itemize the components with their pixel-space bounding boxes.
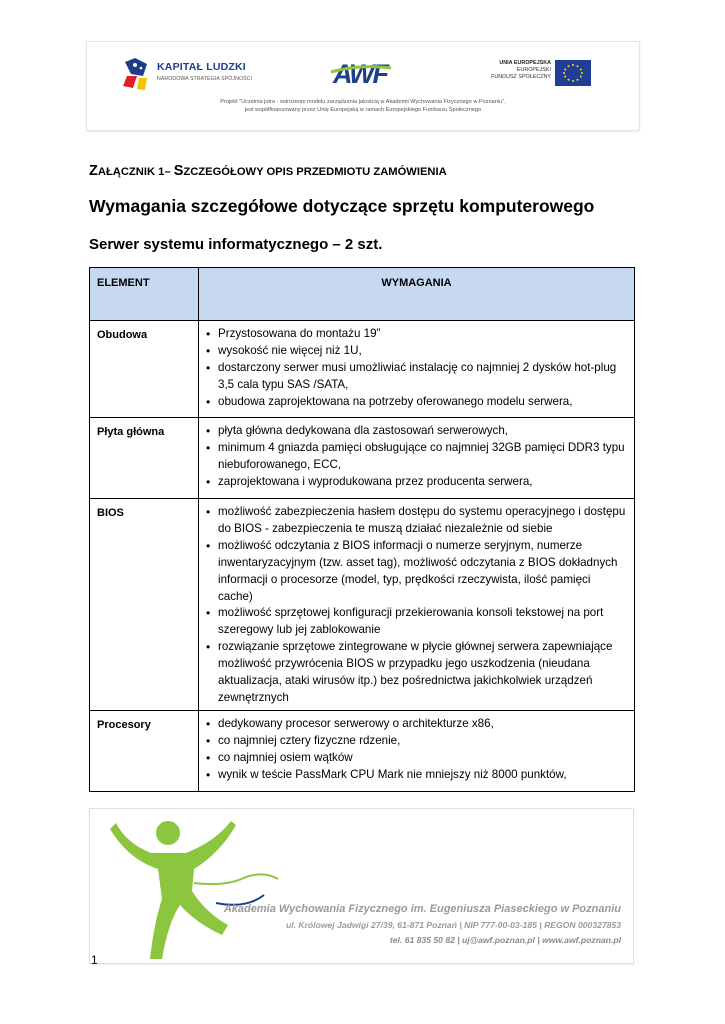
- requirement-item: • co najmniej cztery fizyczne rdzenie,: [205, 733, 626, 750]
- requirement-item: • płyta główna dedykowana dla zastosowań serwerowych,: [205, 423, 626, 440]
- kapital-ludzki-subtitle: NARODOWA STRATEGIA SPÓJNOŚCI: [157, 76, 253, 82]
- requirement-item: • dedykowany procesor serwerowy o architekturze x86,: [205, 716, 626, 733]
- annex-title-part1: AŁĄCZNIK 1–: [97, 166, 174, 178]
- eu-logo: [481, 56, 591, 92]
- kapital-ludzki-title: KAPITAŁ LUDZKI: [157, 61, 246, 73]
- project-note: [87, 98, 639, 114]
- awf-logo-icon: [329, 58, 393, 88]
- element-cell: Obudowa: [90, 321, 199, 418]
- footer-contact: [224, 901, 621, 948]
- requirement-item: • minimum 4 gniazda pamięci obsługujące co najmniej 32GB pamięci DDR3 typu niebuforowanego, ECC,: [205, 440, 626, 474]
- kapital-ludzki-logo: [121, 56, 261, 92]
- eu-label-fund: FUNDUSZ SPOŁECZNY: [491, 74, 551, 80]
- project-note-line1: Projekt "Uczelnia jutra - wdrożenie modelu zarządzania jakością w Akademii Wychowania Fizycznego w Poznaniu",: [220, 99, 506, 105]
- requirement-item: • rozwiązanie sprzętowe zintegrowane w płycie głównej serwera zapewniające możliwość przywrócenia BIOS w przypadku jego uszkodzenia (nieudana aktualizacja, ataki wirusów itp.) bez pośrednictwa jakichkolwiek urządzeń zewnętrznych: [205, 639, 626, 707]
- table-row-plyta-glowna: [90, 418, 635, 499]
- eu-flag-icon: [555, 60, 591, 86]
- requirements-cell: [199, 711, 635, 792]
- requirement-item: • obudowa zaprojektowana na potrzeby oferowanego modelu serwera,: [205, 394, 626, 411]
- element-cell: Procesory: [90, 711, 199, 792]
- annex-title: [89, 163, 447, 179]
- table-row-bios: [90, 499, 635, 711]
- section-title: Serwer systemu informatycznego – 2 szt.: [89, 236, 383, 253]
- requirement-item: • możliwość sprzętowej konfiguracji przekierowania konsoli tekstowej na port szeregowy lub jej zablokowanie: [205, 605, 626, 639]
- main-title: Wymagania szczegółowe dotyczące sprzętu komputerowego: [89, 196, 595, 216]
- requirement-item: • Przystosowana do montażu 19”: [205, 326, 626, 343]
- project-note-line2: jest współfinansowany przez Unię Europejską w ramach Europejskiego Funduszu Społecznego: [244, 107, 482, 113]
- table-row-obudowa: [90, 321, 635, 418]
- requirement-item: • wynik w teście PassMark CPU Mark nie mniejszy niż 8000 punktów,: [205, 767, 626, 784]
- column-header-requirements: WYMAGANIA: [199, 268, 635, 321]
- awf-logo-text: AWF: [333, 59, 387, 88]
- requirement-item: • co najmniej osiem wątków: [205, 750, 626, 767]
- annex-title-part2: ZCZEGÓŁOWY OPIS PRZEDMIOTU ZAMÓWIENIA: [183, 166, 447, 178]
- element-cell: BIOS: [90, 499, 199, 711]
- footer-banner: [89, 808, 634, 964]
- element-cell: Płyta główna: [90, 418, 199, 499]
- page-number: 1: [91, 953, 98, 967]
- kapital-ludzki-logo-icon: [121, 56, 151, 92]
- footer-address: ul. Królowej Jadwigi 27/39, 61-871 Poznań | NIP 777-00-03-185 | REGON 000327853: [285, 920, 621, 930]
- requirement-item: • wysokość nie więcej niż 1U,: [205, 343, 626, 360]
- requirements-cell: [199, 418, 635, 499]
- annex-title-z: Z: [89, 163, 98, 179]
- requirements-cell: [199, 499, 635, 711]
- footer-phone-email: tel. 61 835 50 82 | uj@awf.poznan.pl | www.awf.poznan.pl: [389, 935, 621, 945]
- requirements-table: [89, 267, 635, 792]
- requirement-item: • możliwość odczytania z BIOS informacji o numerze seryjnym, numerze inwentaryzacyjnym (tzw. asset tag), możliwość odczytania z BIOS dokładnych informacji o procesorze (model, typ, prędkości rzeczywista, ilość pamięci cache): [205, 538, 626, 606]
- requirement-item: • możliwość zabezpieczenia hasłem dostępu do systemu operacyjnego i dostępu do BIOS - zabezpieczenia te muszą działać niezależnie od siebie: [205, 504, 626, 538]
- requirement-item: • zaprojektowana i wyprodukowana przez producenta serwera,: [205, 474, 626, 491]
- table-row-procesory: [90, 711, 635, 792]
- eu-label-union: UNIA EUROPEJSKA: [499, 60, 551, 66]
- column-header-element: ELEMENT: [90, 268, 199, 321]
- footer-institution: Akademia Wychowania Fizycznego im. Eugeniusza Piaseckiego w Poznaniu: [223, 903, 621, 915]
- table-header-row: [90, 268, 635, 321]
- requirement-item: • dostarczony serwer musi umożliwiać instalację co najmniej 2 dysków hot-plug 3,5 cala typu SAS /SATA,: [205, 360, 626, 394]
- requirements-cell: [199, 321, 635, 418]
- annex-title-s: S: [173, 163, 184, 179]
- eu-label-european: EUROPEJSKI: [516, 67, 551, 73]
- header-banner: [86, 41, 640, 131]
